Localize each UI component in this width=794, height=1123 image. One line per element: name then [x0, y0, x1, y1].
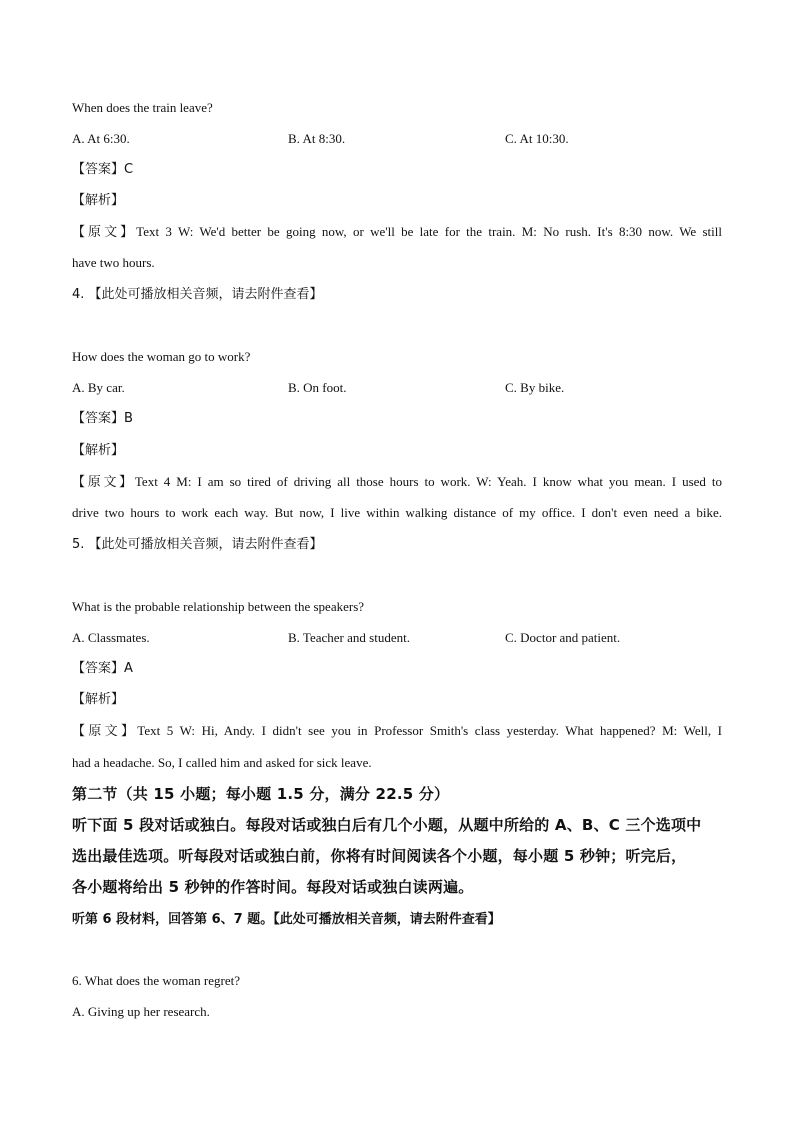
question-3-transcript-line-1: 【原文】Text 3 W: We'd better be going now, or we'll be late for the train. M: No rush. It's 8:30 now. We still	[72, 224, 722, 239]
question-4-transcript-line-2: drive two hours to work each way. But now, I live within walking distance of my office. I don't even need a bike.	[72, 505, 722, 520]
question-3-option-b: B. At 8:30.	[288, 131, 346, 146]
question-6-text: 6. What does the woman regret?	[72, 973, 240, 988]
question-4-audio-note: 4. 【此处可播放相关音频，请去附件查看】	[72, 287, 323, 302]
question-3-option-c: C. At 10:30.	[505, 131, 569, 146]
section-2-instructions-line-3: 各小题将给出 5 秒钟的作答时间。每段对话或独白读两遍。	[72, 878, 474, 896]
section-2-instructions-line-2: 选出最佳选项。听每段对话或独白前，你将有时间阅读各个小题，每小题 5 秒钟；听完后，	[72, 847, 687, 865]
question-6-option-a: A. Giving up her research.	[72, 1004, 210, 1019]
question-5-audio-note: 5. 【此处可播放相关音频，请去附件查看】	[72, 537, 323, 552]
question-5-option-a: A. Classmates.	[72, 630, 150, 645]
question-3-option-a: A. At 6:30.	[72, 131, 130, 146]
question-4-answer: 【答案】B	[72, 411, 133, 426]
question-5-analysis-label: 【解析】	[72, 692, 125, 707]
section-2-heading: 第二节（共 15 小题；每小题 1.5 分，满分 22.5 分）	[72, 785, 450, 803]
question-5-transcript-line-1: 【原文】Text 5 W: Hi, Andy. I didn't see you in Professor Smith's class yesterday. What happened? M: Well, I	[72, 723, 722, 738]
question-5-answer: 【答案】A	[72, 661, 133, 676]
question-4-option-c: C. By bike.	[505, 380, 565, 395]
question-5-transcript-line-2: had a headache. So, I called him and asked for sick leave.	[72, 755, 372, 770]
question-5-option-c: C. Doctor and patient.	[505, 630, 621, 645]
question-4-text: How does the woman go to work?	[72, 349, 251, 364]
question-3-answer: 【答案】C	[72, 162, 134, 177]
question-5-text: What is the probable relationship between the speakers?	[72, 599, 365, 614]
question-5-option-b: B. Teacher and student.	[288, 630, 410, 645]
question-4-option-b: B. On foot.	[288, 380, 347, 395]
question-4-analysis-label: 【解析】	[72, 443, 125, 458]
section-2-instructions-line-1: 听下面 5 段对话或独白。每段对话或独白后有几个小题，从题中所给的 A、B、C 三个选项中	[72, 816, 702, 834]
question-3-transcript-line-2: have two hours.	[72, 255, 155, 270]
question-3-text: When does the train leave?	[72, 100, 213, 115]
question-4-transcript-line-1: 【原文】Text 4 M: I am so tired of driving all those hours to work. W: Yeah. I know what you mean. I used to	[72, 474, 722, 489]
question-4-option-a: A. By car.	[72, 380, 125, 395]
question-3-analysis-label: 【解析】	[72, 193, 125, 208]
section-2-material-note: 听第 6 段材料，回答第 6、7 题。【此处可播放相关音频，请去附件查看】	[72, 912, 501, 927]
